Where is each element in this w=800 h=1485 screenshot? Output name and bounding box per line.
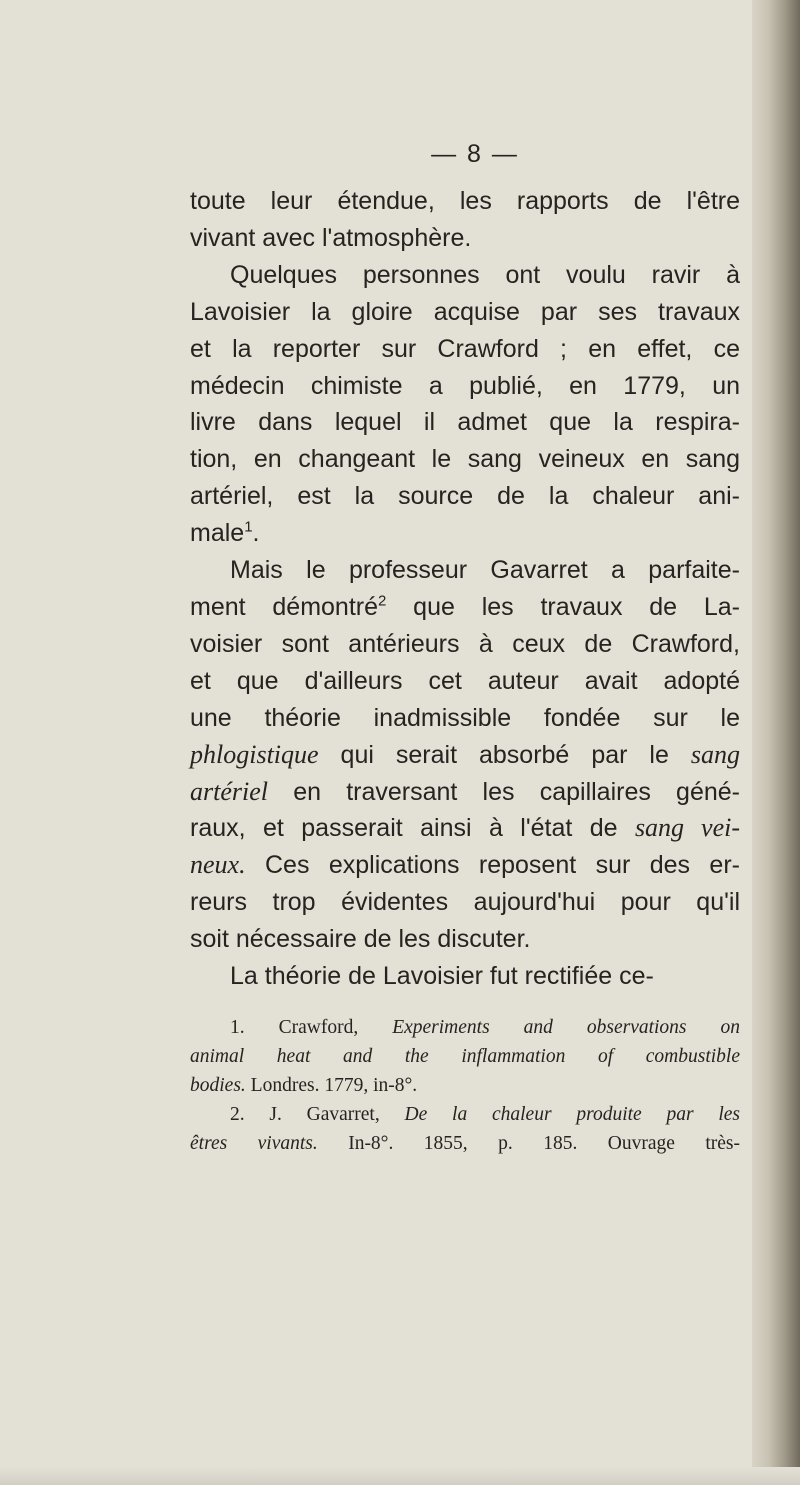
body-text: Ces explications reposent sur des er- [245, 851, 740, 880]
body-text: que les travaux de La- [386, 592, 741, 621]
paragraph-2 [190, 552, 740, 958]
paragraph-3 [190, 958, 740, 995]
page-number: — 8 — [431, 140, 519, 168]
page-edge-shadow [752, 0, 800, 1485]
footnote-line [190, 1013, 740, 1042]
footnote-text: 2. J. Gavarret, [230, 1103, 405, 1125]
footnote-line [190, 1042, 740, 1071]
paragraph-1 [190, 257, 740, 552]
footnote-text: Londres. 1779, in-8°. [245, 1074, 418, 1096]
italic-text: sang [690, 739, 740, 769]
italic-text: neux. [190, 850, 246, 880]
body-text: male [190, 519, 245, 548]
footnote-italic: animal heat and the inflammation of combustible [190, 1045, 740, 1067]
footnote-line [190, 1129, 740, 1158]
body-line [190, 515, 740, 552]
page-bottom-edge [0, 1467, 800, 1485]
body-line: tion, en changeant le sang veineux en sang [190, 445, 740, 474]
body-line [190, 589, 740, 626]
body-line: artériel, est la source de la chaleur ani- [190, 482, 740, 511]
footnotes [190, 1013, 740, 1158]
body-text: ment démontré [190, 592, 379, 621]
footnote-line [190, 1071, 740, 1100]
body-line: livre dans lequel il admet que la respira- [190, 408, 740, 437]
body-line [190, 774, 740, 811]
body-line [190, 737, 740, 774]
footnote-ref: 2 [378, 592, 387, 610]
body-line: toute leur étendue, les rapports de l'être [190, 187, 740, 215]
body-text: . [252, 519, 260, 548]
italic-text: phlogistique [190, 739, 319, 769]
body-line: La théorie de Lavoisier fut rectifiée ce- [230, 962, 654, 991]
body-line: Quelques personnes ont voulu ravir à [230, 260, 740, 289]
paragraph-0 [190, 183, 740, 257]
body-line: reurs trop évidentes aujourd'hui pour qu'il [190, 888, 740, 917]
footnote-text: 1. Crawford, [230, 1016, 393, 1038]
body-line [190, 810, 740, 847]
body-line: et que d'ailleurs cet auteur avait adopté [190, 666, 740, 695]
footnote-italic: De la chaleur produite par les [404, 1103, 740, 1125]
footnote-line [190, 1100, 740, 1129]
body-line: et la reporter sur Crawford ; en effet, ce [190, 334, 740, 363]
footnote-ref: 1 [244, 518, 253, 536]
body-line: Lavoisier la gloire acquise par ses travaux [190, 297, 740, 326]
page-text [190, 140, 740, 1158]
body-line: voisier sont antérieurs à ceux de Crawford, [190, 629, 740, 658]
body-line: une théorie inadmissible fondée sur le [190, 703, 740, 732]
footnote-italic: êtres vivants. [190, 1132, 318, 1154]
body-line: Mais le professeur Gavarret a parfaite- [230, 556, 740, 585]
body-text: en traversant les capillaires géné- [268, 777, 740, 806]
body-line: vivant avec l'atmosphère. [190, 223, 472, 252]
footnote-italic: bodies. [190, 1074, 246, 1096]
body-line: médecin chimiste a publié, en 1779, un [190, 371, 740, 400]
body-text: qui serait absorbé par le [318, 740, 691, 769]
footnote-text: In-8°. 1855, p. 185. Ouvrage très- [317, 1132, 740, 1154]
body-line: soit nécessaire de les discuter. [190, 925, 531, 954]
italic-text: artériel [190, 776, 268, 806]
body-line [190, 847, 740, 884]
footnote-italic: Experiments and observations on [392, 1016, 740, 1038]
body-text: raux, et passerait ainsi à l'état de [190, 814, 635, 843]
italic-text: sang vei- [634, 813, 740, 843]
